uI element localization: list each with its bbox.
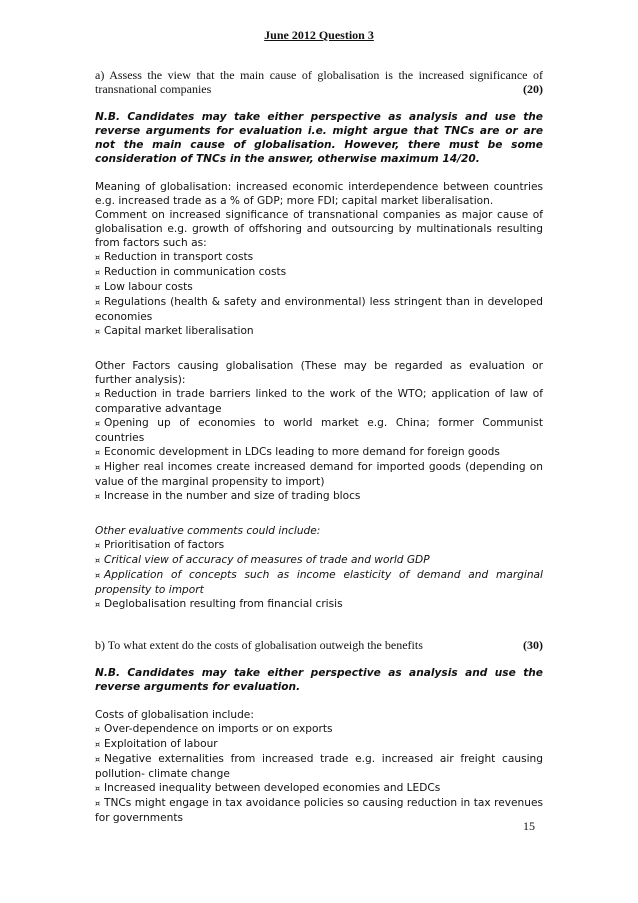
bullet-icon: ¤	[95, 463, 101, 472]
list-item: ¤ Economic development in LDCs leading to more demand for foreign goods	[95, 446, 500, 458]
bullet-icon: ¤	[95, 541, 101, 550]
question-a-marks: (20)	[523, 82, 543, 96]
list-item: ¤ Critical view of accuracy of measures of trade and world GDP	[95, 554, 430, 566]
bullet-icon: ¤	[95, 327, 101, 336]
question-a-text: a) Assess the view that the main cause of globalisation is the increased significance of transnational companies	[95, 68, 543, 96]
bullet-icon: ¤	[95, 298, 101, 307]
bullet-icon: ¤	[95, 725, 101, 734]
comment-paragraph: Comment on increased significance of transnational companies as major cause of globalisation e.g. growth of offshoring and outsourcing by multinationals resulting from factors such as:	[95, 209, 543, 249]
list-item: ¤ Over-dependence on imports or on exports	[95, 723, 333, 735]
bullet-icon: ¤	[95, 571, 101, 580]
page-number: 15	[523, 819, 535, 833]
list-item: ¤ Opening up of economies to world market e.g. China; former Communist countries	[95, 417, 543, 444]
bullet-icon: ¤	[95, 283, 101, 292]
costs-list	[95, 722, 543, 825]
question-b-marks: (30)	[523, 638, 543, 652]
list-item: ¤ Low labour costs	[95, 281, 193, 293]
document-page	[95, 28, 543, 825]
list-item: ¤ Prioritisation of factors	[95, 539, 225, 551]
other-factors-intro: Other Factors causing globalisation (These may be regarded as evaluation or further analysis):	[95, 360, 543, 386]
other-factors-list	[95, 387, 543, 504]
bullet-icon: ¤	[95, 799, 101, 808]
list-item: ¤ TNCs might engage in tax avoidance policies so causing reduction in tax revenues for governments	[95, 797, 543, 824]
page-title: June 2012 Question 3	[264, 28, 374, 42]
list-item: ¤ Higher real incomes create increased demand for imported goods (depending on value of the marginal propensity to import)	[95, 461, 543, 488]
evaluative-list	[95, 538, 543, 612]
bullet-icon: ¤	[95, 784, 101, 793]
list-item: ¤ Deglobalisation resulting from financial crisis	[95, 598, 343, 610]
list-item: ¤ Reduction in transport costs	[95, 251, 254, 263]
question-b-text: b) To what extent do the costs of globalisation outweigh the benefits	[95, 638, 423, 652]
bullet-icon: ¤	[95, 755, 101, 764]
list-item: ¤ Increased inequality between developed economies and LEDCs	[95, 782, 441, 794]
factors-list	[95, 250, 543, 339]
bullet-icon: ¤	[95, 492, 101, 501]
list-item: ¤ Capital market liberalisation	[95, 325, 254, 337]
note-a: N.B. Candidates may take either perspective as analysis and use the reverse arguments for evaluation i.e. might argue that TNCs are or are not the main cause of globalisation. However, there must be some consideration of TNCs in the answer, otherwise maximum 14/20.	[95, 111, 543, 165]
bullet-icon: ¤	[95, 268, 101, 277]
question-b	[95, 638, 543, 652]
bullet-icon: ¤	[95, 390, 101, 399]
bullet-icon: ¤	[95, 600, 101, 609]
list-item: ¤ Increase in the number and size of trading blocs	[95, 490, 361, 502]
list-item: ¤ Application of concepts such as income elasticity of demand and marginal propensity to import	[95, 569, 543, 596]
note-b: N.B. Candidates may take either perspective as analysis and use the reverse arguments for evaluation.	[95, 667, 543, 693]
bullet-icon: ¤	[95, 448, 101, 457]
list-item: ¤ Regulations (health & safety and environmental) less stringent than in developed economies	[95, 296, 543, 323]
question-a	[95, 68, 543, 96]
list-item: ¤ Exploitation of labour	[95, 738, 218, 750]
bullet-icon: ¤	[95, 556, 101, 565]
bullet-icon: ¤	[95, 419, 101, 428]
list-item: ¤ Reduction in trade barriers linked to the work of the WTO; application of law of comparative advantage	[95, 388, 543, 415]
meaning-paragraph: Meaning of globalisation: increased economic interdependence between countries e.g. increased trade as a % of GDP; more FDI; capital market liberalisation.	[95, 181, 543, 207]
list-item: ¤ Reduction in communication costs	[95, 266, 287, 278]
bullet-icon: ¤	[95, 740, 101, 749]
bullet-icon: ¤	[95, 253, 101, 262]
evaluative-intro: Other evaluative comments could include:	[95, 525, 321, 537]
list-item: ¤ Negative externalities from increased trade e.g. increased air freight causing pollution- climate change	[95, 753, 543, 780]
costs-intro: Costs of globalisation include:	[95, 709, 254, 721]
